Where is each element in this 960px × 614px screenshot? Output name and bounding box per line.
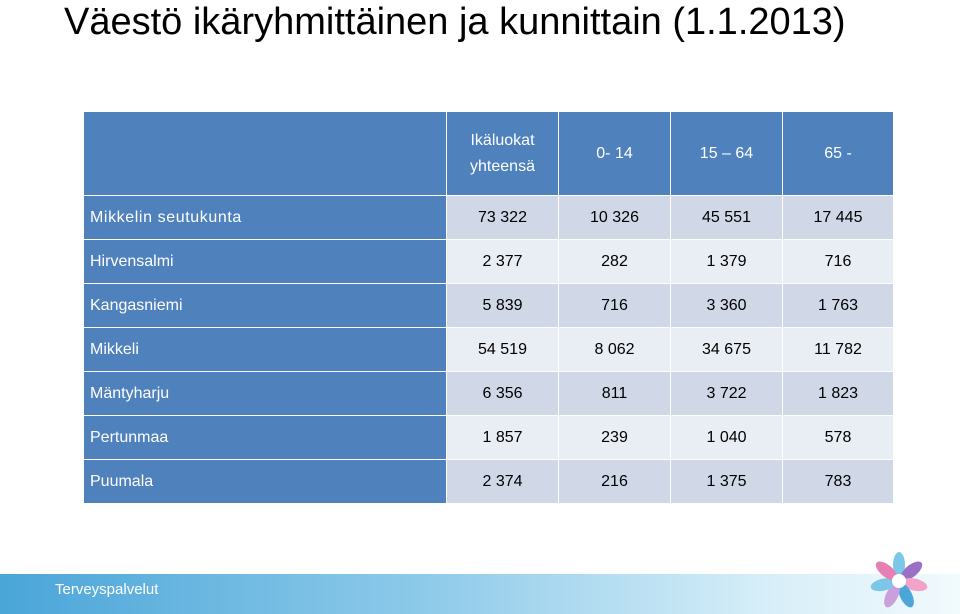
table-cell: 8 062: [559, 328, 670, 371]
table-header-age-15-64: [671, 112, 782, 195]
table-cell: 2 374: [447, 460, 558, 503]
header-label: 15 – 64: [699, 144, 754, 162]
table-cell: 811: [559, 372, 670, 415]
table-cell: 1 040: [671, 416, 782, 459]
row-header: Mäntyharju: [84, 372, 446, 415]
table-header-age-0-14: [559, 112, 670, 195]
table-cell: 1 375: [671, 460, 782, 503]
table-cell: 45 551: [671, 196, 782, 239]
table-header-corner: [84, 112, 446, 195]
table-cell: 1 857: [447, 416, 558, 459]
table-cell: 1 379: [671, 240, 782, 283]
table-cell: 34 675: [671, 328, 782, 371]
page-title: Väestö ikäryhmittäinen ja kunnittain (1.1.2013): [64, 1, 846, 43]
table-cell: 1 763: [783, 284, 893, 327]
table-cell: 6 356: [447, 372, 558, 415]
table-cell: 2 377: [447, 240, 558, 283]
table-cell: 716: [783, 240, 893, 283]
table-cell: 10 326: [559, 196, 670, 239]
table-cell: 578: [783, 416, 893, 459]
table-header-age-65: [783, 112, 893, 195]
row-header: Kangasniemi: [84, 284, 446, 327]
table-cell: 282: [559, 240, 670, 283]
table-cell: 3 722: [671, 372, 782, 415]
table-cell: 239: [559, 416, 670, 459]
header-label: Ikäluokat: [470, 131, 535, 149]
table-cell: 73 322: [447, 196, 558, 239]
table-cell: 5 839: [447, 284, 558, 327]
population-table: [84, 112, 889, 496]
table-cell: 11 782: [783, 328, 893, 371]
flower-logo-icon: [866, 548, 932, 614]
row-header: Mikkelin seutukunta: [84, 196, 446, 239]
table-cell: 216: [559, 460, 670, 503]
table-cell: 17 445: [783, 196, 893, 239]
row-header: Mikkeli: [84, 328, 446, 371]
footer-label: Terveyspalvelut: [55, 581, 159, 598]
table-cell: 3 360: [671, 284, 782, 327]
table-header-total: [447, 112, 558, 195]
header-label: 65 -: [824, 144, 852, 162]
table-cell: 54 519: [447, 328, 558, 371]
header-label: 0- 14: [596, 144, 633, 162]
table-cell: 783: [783, 460, 893, 503]
row-header: Pertunmaa: [84, 416, 446, 459]
table-cell: 1 823: [783, 372, 893, 415]
header-label: yhteensä: [470, 157, 535, 175]
row-header: Puumala: [84, 460, 446, 503]
table-cell: 716: [559, 284, 670, 327]
row-header: Hirvensalmi: [84, 240, 446, 283]
